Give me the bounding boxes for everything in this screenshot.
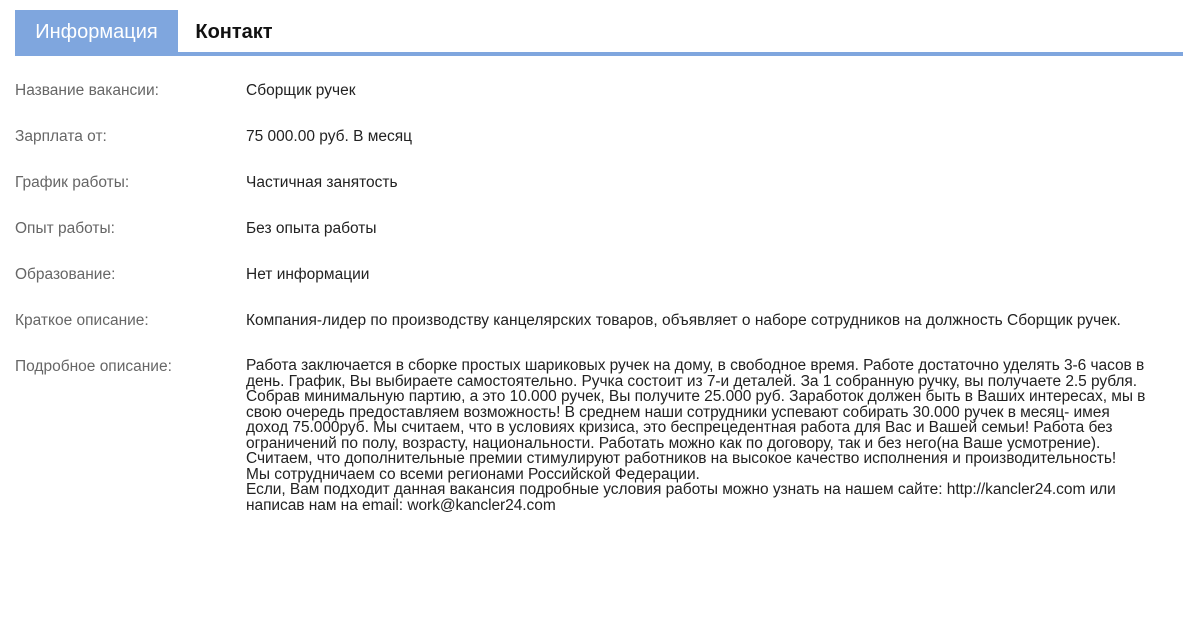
- detail-row-experience: [15, 220, 1183, 266]
- vacancy-details: [15, 82, 1183, 513]
- detail-label: Название вакансии:: [15, 82, 159, 99]
- detail-value: Частичная занятость: [246, 174, 398, 191]
- detail-value: Нет информации: [246, 266, 370, 283]
- detail-row-education: [15, 266, 1183, 312]
- detail-row-schedule: [15, 174, 1183, 220]
- detail-label: Подробное описание:: [15, 358, 172, 375]
- detail-value: Работа заключается в сборке простых шариковых ручек на дому, в свободное время. Работе достаточно уделять 3-6 часов в день. График, Вы выбираете самостоятельно. Ручка состоит из 7-и деталей. За 1 собранную ручку, вы получаете 2.5 рубля. Собрав минимальную партию, а это 10.000 ручек, Вы получите 25.000 руб. Заработок должен быть в Ваших интересах, мы в свою очередь предоставляем возможность! В среднем наши сотрудники успевают собирать 30.000 ручек в месяц- имея доход 75.000руб. Мы считаем, что в условиях кризиса, это беспрецедентная работа для Вас и Вашей семьи! Работа без ограничений по полу, возрасту, национальности. Работать можно как по договору, так и без него(на Ваше усмотрение). Считаем, что дополнительные премии стимулируют работников на высокое качество исполнения и производительность! Мы сотрудничаем со всеми регионами Российской Федерации. Если, Вам подходит данная вакансия подробные условия работы можно узнать на нашем сайте: http://kancler24.com или написав нам на email: work@kancler24.com: [246, 357, 1146, 514]
- detail-value: 75 000.00 руб. В месяц: [246, 128, 413, 145]
- tab-bar: [15, 10, 1183, 56]
- detail-row-salary: [15, 128, 1183, 174]
- detail-value: Сборщик ручек: [246, 82, 356, 99]
- detail-label: График работы:: [15, 174, 130, 191]
- detail-row-full-description: [15, 358, 1183, 513]
- tab-information[interactable]: Информация: [15, 10, 178, 52]
- detail-label: Зарплата от:: [15, 128, 107, 145]
- detail-row-title: [15, 82, 1183, 128]
- tab-contact[interactable]: Контакт: [195, 21, 273, 43]
- detail-row-short-description: [15, 312, 1183, 358]
- detail-label: Образование:: [15, 266, 116, 283]
- detail-value: Без опыта работы: [246, 220, 377, 237]
- detail-value: Компания-лидер по производству канцелярских товаров, объявляет о наборе сотрудников на должность Сборщик ручек.: [246, 312, 1121, 329]
- detail-label: Опыт работы:: [15, 220, 115, 237]
- detail-label: Краткое описание:: [15, 312, 149, 329]
